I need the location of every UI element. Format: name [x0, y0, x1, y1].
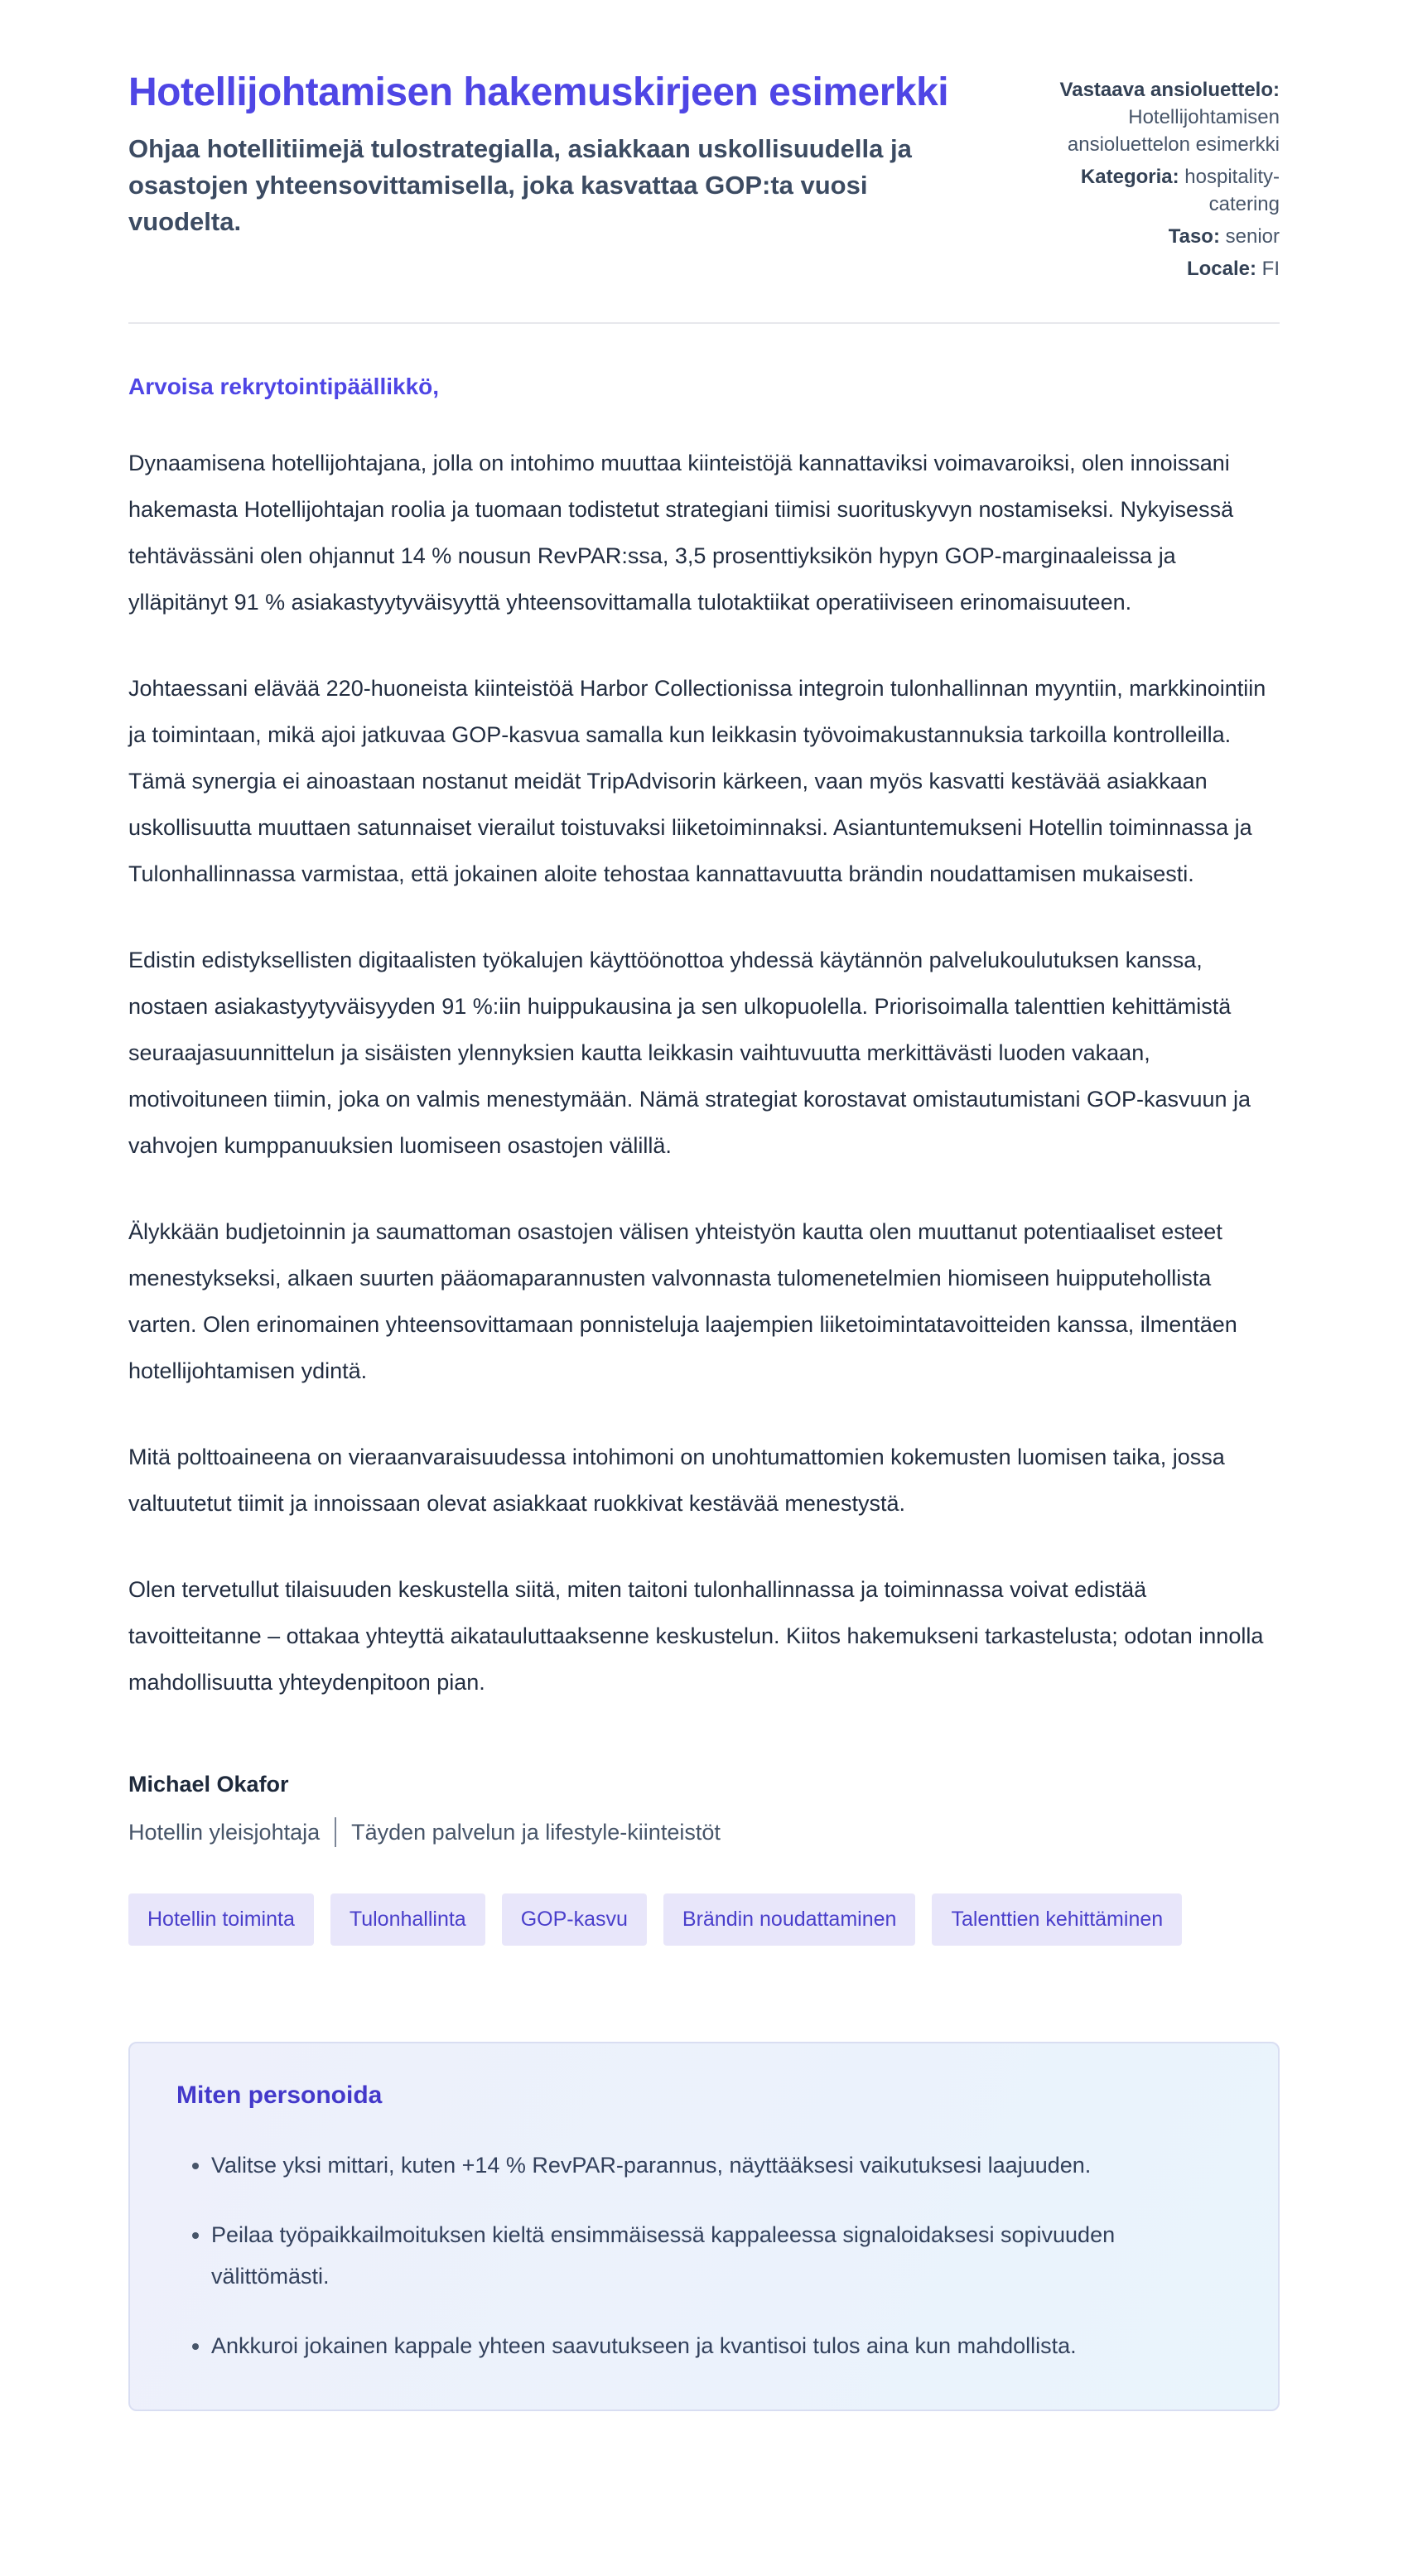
- meta-level-label: Taso:: [1168, 225, 1220, 248]
- letter-body: [128, 374, 1280, 1847]
- meta-level-value: senior: [1225, 225, 1280, 248]
- tag-chip-brand-compliance[interactable]: Brändin noudattaminen: [663, 1893, 916, 1946]
- tag-chip-revenue-management[interactable]: Tulonhallinta: [330, 1893, 485, 1946]
- letter-paragraph: Olen tervetullut tilaisuuden keskustella siitä, miten taitoni tulonhallinnassa ja toiminnassa voivat edistää tavoitteitanne – ottakaa yhteyttä aikatauluttaaksenne keskustelun. Kiitos hakemukseni tarkastelusta; odotan innolla mahdollisuutta yhteydenpitoon pian.: [128, 1577, 1264, 1695]
- meta-locale-label: Locale:: [1186, 258, 1256, 280]
- page-subtitle: Ohjaa hotellitiimejä tulostrategialla, asiakkaan uskollisuudella ja osastojen yhteensovittamisella, joka kasvattaa GOP:ta vuosi vuodelta.: [128, 134, 912, 236]
- meta-resume-value: Hotellijohtamisen ansioluettelon esimerkki: [1067, 106, 1280, 156]
- tag-list: [128, 1893, 1280, 1946]
- meta-row-level: [1015, 223, 1280, 250]
- tag-chip-talent-development[interactable]: Talenttien kehittäminen: [932, 1893, 1182, 1946]
- letter-paragraph: Edistin edistyksellisten digitaalisten työkalujen käyttöönottoa yhdessä käytännön palvelukoulutuksen kanssa, nostaen asiakastyytyväisyyden 91 %:iin huippukausina ja sen ulkopuolella. Priorisoimalla talenttien kehittämistä seuraajasuunnittelun ja sisäisten ylennyksien kautta leikkasin vaihtuvuutta merkittävästi luoden vakaan, motivoituneen tiimin, joka on valmis menestymään. Nämä strategiat korostavat omistautumistani GOP-kasvuun ja vahvojen kumppanuuksien luomiseen osastojen välillä.: [128, 948, 1251, 1158]
- signature-role: [128, 1817, 1280, 1847]
- tips-heading: Miten personoida: [176, 2082, 383, 2109]
- tip-item: • Valitse yksi mittari, kuten +14 % RevPAR-parannus, näyttääksesi vaikutuksesi laajuuden.: [211, 2144, 1232, 2186]
- meta-category-value: hospitality-catering: [1184, 166, 1280, 215]
- header-divider: [128, 322, 1280, 324]
- letter-greeting: Arvoisa rekrytointipäällikkö,: [128, 374, 440, 399]
- meta-row-resume: [1015, 76, 1280, 158]
- meta-panel: [1015, 66, 1280, 287]
- tag-chip-gop-growth[interactable]: GOP-kasvu: [502, 1893, 647, 1946]
- meta-locale-value: FI: [1261, 258, 1280, 280]
- personalization-tips-box: [128, 2042, 1280, 2411]
- role-divider: [335, 1817, 336, 1847]
- meta-row-locale: [1015, 255, 1280, 282]
- letter-paragraph: Älykkään budjetoinnin ja saumattoman osastojen välisen yhteistyön kautta olen muuttanut potentiaaliset esteet menestykseksi, alkaen suurten pääomaparannusten valvonnasta tulomenetelmien hiomiseen huipputehollista varten. Olen erinomainen yhteensovittamaan ponnisteluja laajempien liiketoimintatavoitteiden kanssa, ilmentäen hotellijohtamisen ydintä.: [128, 1219, 1237, 1383]
- signature-role-specialty: Täyden palvelun ja lifestyle-kiinteistöt: [351, 1819, 721, 1845]
- meta-category-label: Kategoria:: [1080, 166, 1179, 188]
- signature-role-title: Hotellin yleisjohtaja: [128, 1819, 321, 1845]
- tip-item: • Ankkuroi jokainen kappale yhteen saavutukseen ja kvantisoi tulos aina kun mahdollista.: [211, 2325, 1232, 2366]
- letter-paragraph: Mitä polttoaineena on vieraanvaraisuudessa intohimoni on unohtumattomien kokemusten luomisen taika, jossa valtuutetut tiimit ja innoissaan olevat asiakkaat ruokkivat kestävää menestystä.: [128, 1445, 1225, 1516]
- header-title-block: [128, 66, 965, 240]
- page-header: [128, 66, 1280, 287]
- signature-name: Michael Okafor: [128, 1772, 289, 1797]
- tips-list: [176, 2144, 1232, 2366]
- tip-item: • Peilaa työpaikkailmoituksen kieltä ensimmäisessä kappaleessa signaloidaksesi sopivuuden välittömästi.: [211, 2214, 1232, 2297]
- meta-row-category: [1015, 163, 1280, 218]
- letter-paragraph: Dynaamisena hotellijohtajana, jolla on intohimo muuttaa kiinteistöjä kannattaviksi voimavaroiksi, olen innoissani hakemasta Hotellijohtajan roolia ja tuomaan todistetut strategiani tiimisi suorituskyvyn nostamiseksi. Nykyisessä tehtävässäni olen ohjannut 14 % nousun RevPAR:ssa, 3,5 prosenttiyksikön hypyn GOP-marginaaleissa ja ylläpitänyt 91 % asiakastyytyväisyyttä yhteensovittamalla tulotaktiikat operatiiviseen erinomaisuuteen.: [128, 451, 1234, 615]
- tag-chip-hotel-operations[interactable]: Hotellin toiminta: [128, 1893, 314, 1946]
- page-title: Hotellijohtamisen hakemuskirjeen esimerkki: [128, 70, 949, 114]
- meta-resume-label: Vastaava ansioluettelo:: [1059, 79, 1280, 101]
- letter-paragraph: Johtaessani elävää 220-huoneista kiinteistöä Harbor Collectionissa integroin tulonhallinnan myyntiin, markkinointiin ja toimintaan, mikä ajoi jatkuvaa GOP-kasvua samalla kun leikkasin työvoimakustannuksia tarkoilla kontrolleilla. Tämä synergia ei ainoastaan nostanut meidät TripAdvisorin kärkeen, vaan myös kasvatti kestävää asiakkaan uskollisuutta muuttaen satunnaiset vierailut toistuvaksi liiketoiminnaksi. Asiantuntemukseni Hotellin toiminnassa ja Tulonhallinnassa varmistaa, että jokainen aloite tehostaa kannattavuutta brändin noudattamisen mukaisesti.: [128, 676, 1266, 886]
